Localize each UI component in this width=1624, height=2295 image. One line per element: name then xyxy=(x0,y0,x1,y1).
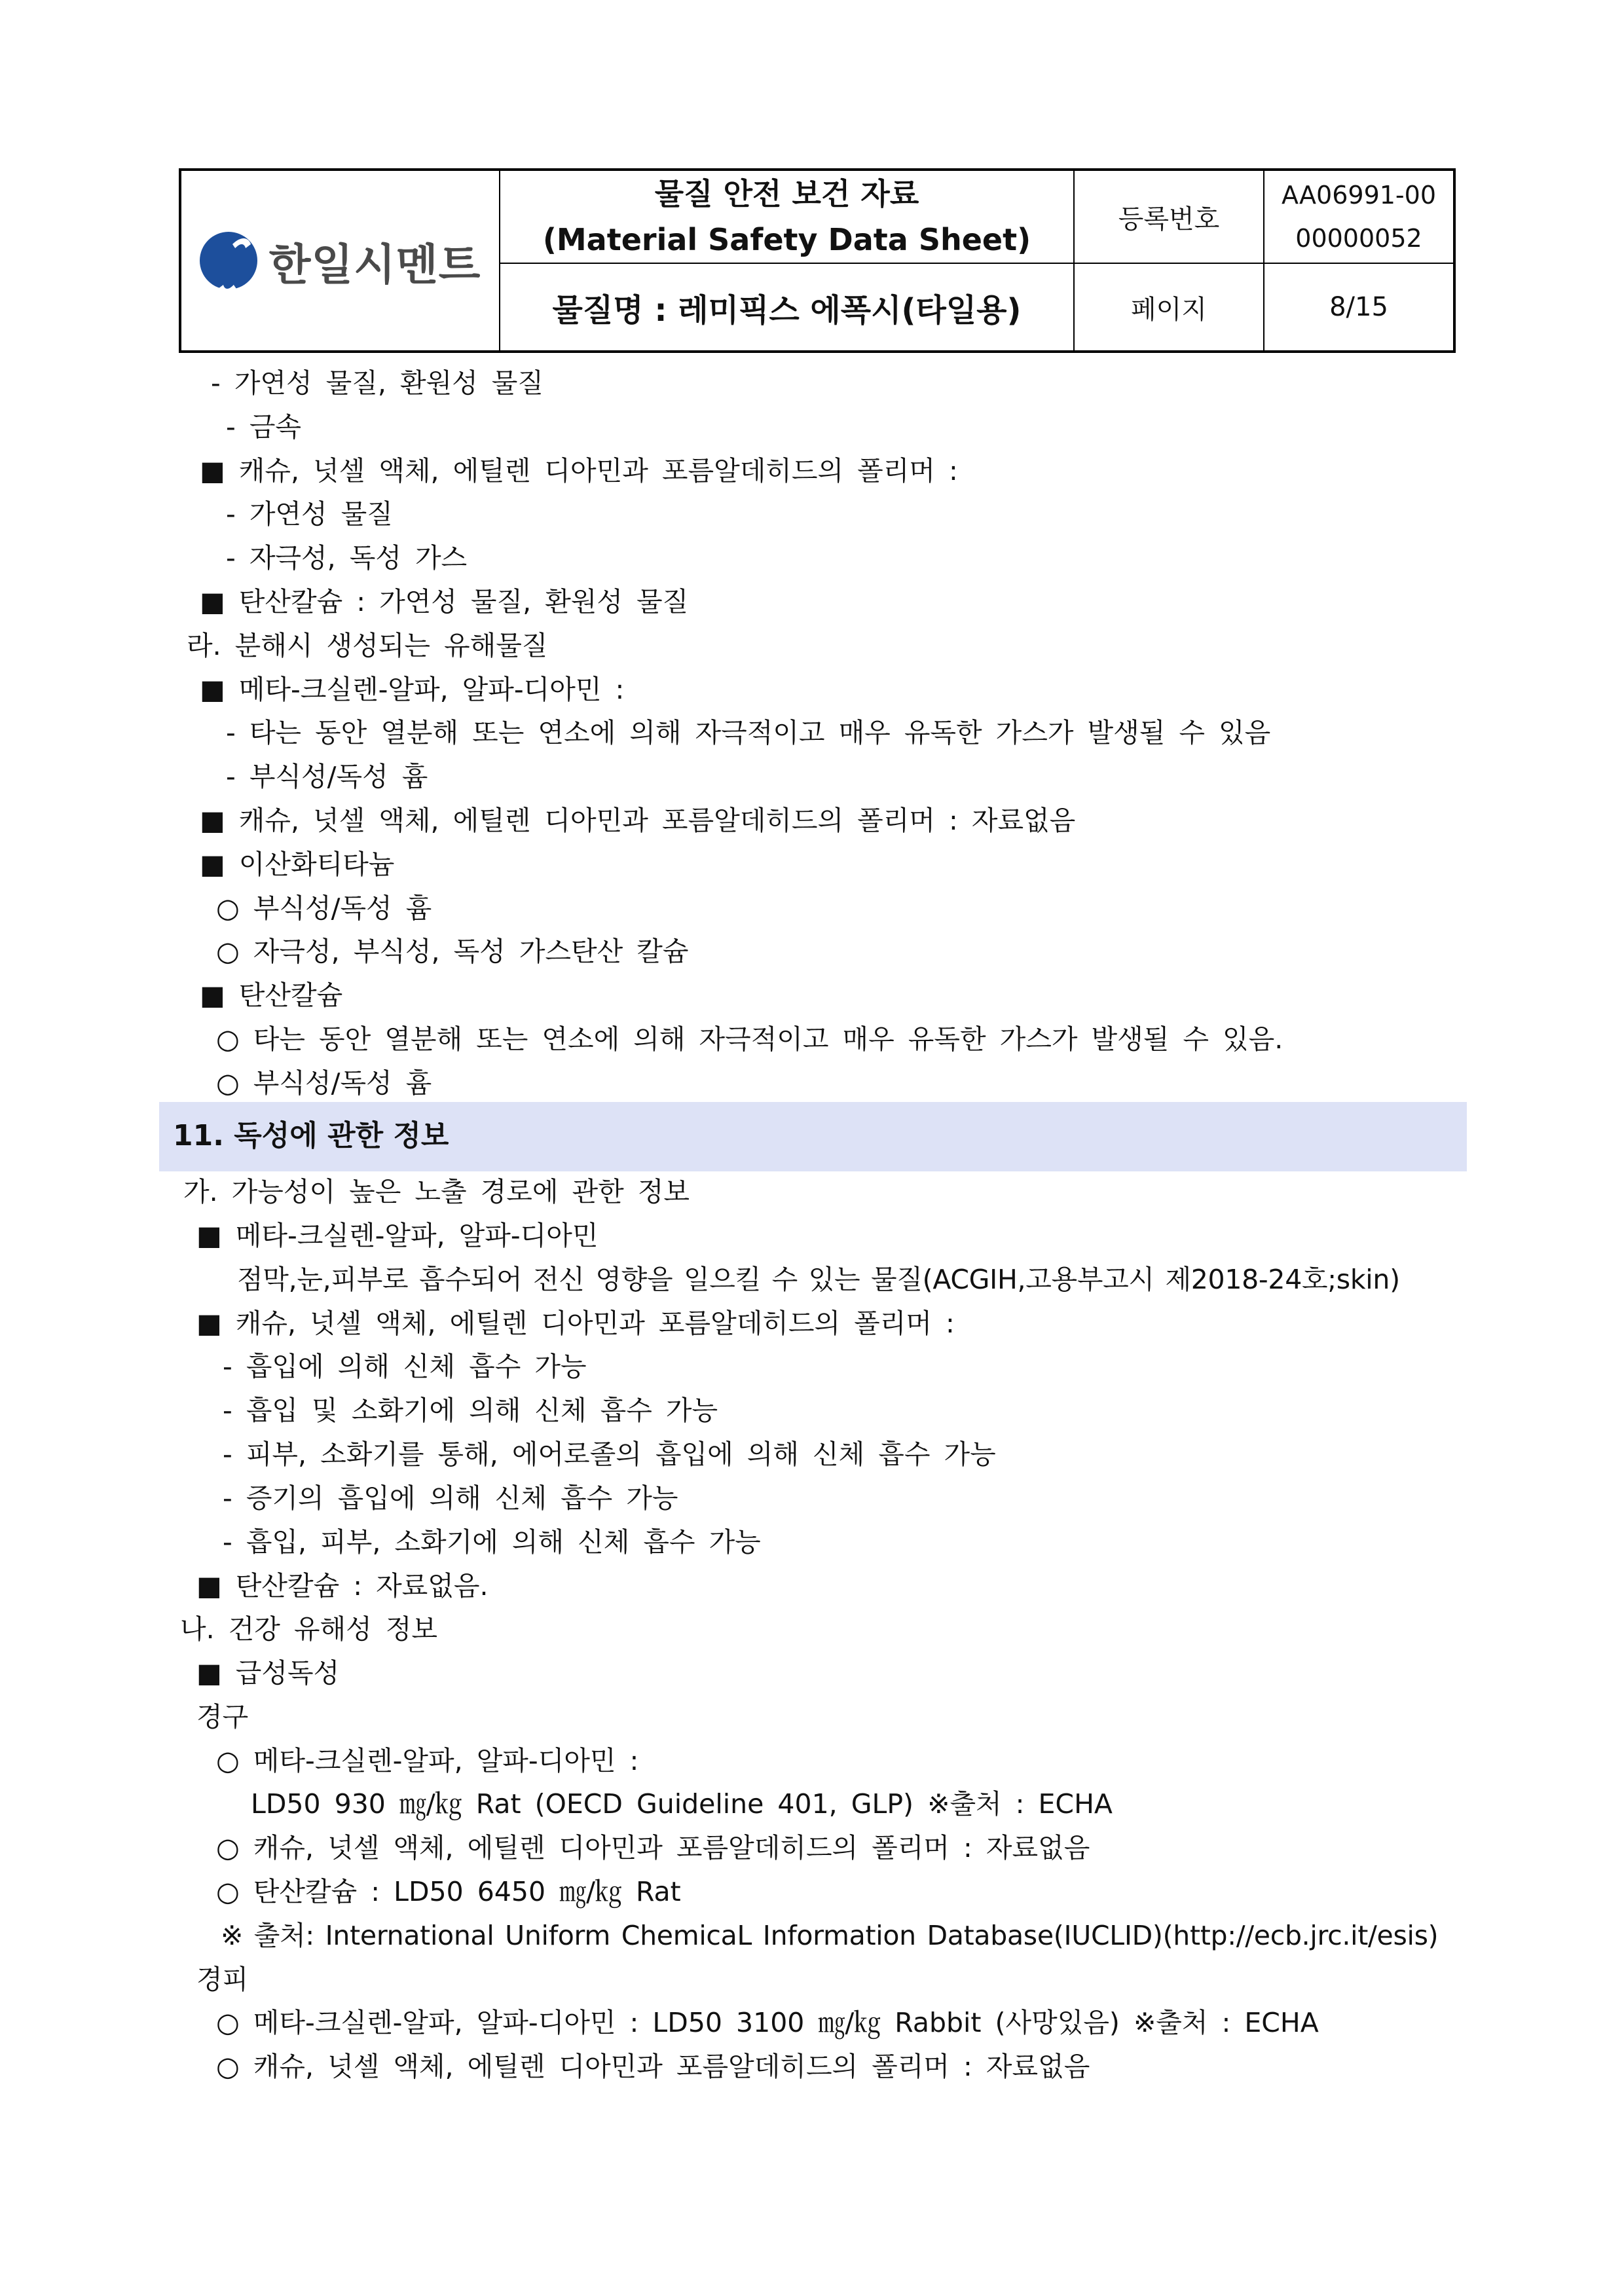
registration-number-line1: AA06991-00 xyxy=(1282,181,1436,210)
company-logo xyxy=(200,230,481,292)
subsection-heading: 나. 건강 유해성 정보 xyxy=(180,1613,437,1645)
text-line: ○ 부식성/독성 흄 xyxy=(216,1067,432,1099)
text-line: ■ 캐슈, 넛셀 액체, 에틸렌 디아민과 포름알데히드의 폴리머 : xyxy=(200,455,958,487)
text-line: ■ 급성독성 xyxy=(196,1657,340,1689)
company-logo-cell xyxy=(181,171,499,350)
text-line: ■ 캐슈, 넛셀 액체, 에틸렌 디아민과 포름알데히드의 폴리머 : 자료없음 xyxy=(200,805,1076,836)
text-line: 점막,눈,피부로 흡수되어 전신 영향을 일으킬 수 있는 물질(ACGIH,고용부고시 제2018-24호;skin) xyxy=(237,1264,1400,1295)
text-line: ■ 메타-크실렌-알파, 알파-디아민 xyxy=(196,1220,599,1251)
company-name: 한일시멘트 xyxy=(268,239,481,290)
text-line: 경구 xyxy=(196,1701,249,1733)
page-label: 페이지 xyxy=(1131,294,1207,325)
text-line: ○ 캐슈, 넛셀 액체, 에틸렌 디아민과 포름알데히드의 폴리머 : 자료없음 xyxy=(216,2051,1090,2082)
text-line: ○ 부식성/독성 흄 xyxy=(216,892,432,924)
text-line: ※ 출처: International Uniform ChemicaL Information Database(IUCLID)(http://ecb.jrc.it/esis) xyxy=(221,1920,1439,1951)
text-line: - 흡입에 의해 신체 흡수 가능 xyxy=(223,1351,587,1382)
text-line: ○ 탄산칼슘 : LD50 6450 ㎎/㎏ Rat xyxy=(216,1876,681,1907)
title-english: (Material Safety Data Sheet) xyxy=(542,222,1031,257)
text-line: ■ 탄산칼슘 xyxy=(200,980,343,1011)
text-line: ■ 캐슈, 넛셀 액체, 에틸렌 디아민과 포름알데히드의 폴리머 : xyxy=(196,1308,955,1339)
document-title xyxy=(500,171,1073,263)
text-line: - 흡입 및 소화기에 의해 신체 흡수 가능 xyxy=(223,1395,718,1426)
text-line: 경피 xyxy=(196,1964,249,1995)
text-line: ■ 이산화티타늄 xyxy=(200,849,395,880)
company-logo-icon xyxy=(200,232,257,289)
document-header xyxy=(179,168,1456,353)
text-line: ■ 메타-크실렌-알파, 알파-디아민 : xyxy=(200,674,625,705)
subsection-heading: 라. 분해시 생성되는 유해물질 xyxy=(187,630,548,661)
section-title: 11. 독성에 관한 정보 xyxy=(173,1119,449,1152)
text-line: ■ 탄산칼슘 : 가연성 물질, 환원성 물질 xyxy=(200,586,689,617)
text-line: - 금속 xyxy=(226,411,302,443)
text-line: - 가연성 물질, 환원성 물질 xyxy=(211,367,544,399)
text-line: ■ 탄산칼슘 : 자료없음. xyxy=(196,1570,489,1602)
title-korean: 물질 안전 보건 자료 xyxy=(654,176,919,211)
text-line: - 피부, 소화기를 통해, 에어로졸의 흡입에 의해 신체 흡수 가능 xyxy=(223,1439,996,1470)
text-line: ○ 자극성, 부식성, 독성 가스탄산 칼슘 xyxy=(216,936,689,967)
text-line: - 부식성/독성 흄 xyxy=(226,761,428,792)
text-line: - 타는 동안 열분해 또는 연소에 의해 자극적이고 매우 유독한 가스가 발생될 수 있음 xyxy=(226,717,1271,748)
text-line: - 증기의 흡입에 의해 신체 흡수 가능 xyxy=(223,1482,678,1514)
registration-label: 등록번호 xyxy=(1118,204,1220,234)
text-line: ○ 메타-크실렌-알파, 알파-디아민 : xyxy=(216,1745,639,1776)
text-line: - 흡입, 피부, 소화기에 의해 신체 흡수 가능 xyxy=(223,1526,761,1558)
text-line: - 자극성, 독성 가스 xyxy=(226,542,468,574)
text-line: - 가연성 물질 xyxy=(226,498,393,530)
registration-number-line2: 00000052 xyxy=(1295,224,1422,253)
subsection-heading: 가. 가능성이 높은 노출 경로에 관한 정보 xyxy=(183,1176,690,1207)
material-name: 물질명 : 레미픽스 에폭시(타일용) xyxy=(552,291,1022,329)
page-number: 8/15 xyxy=(1329,292,1388,322)
text-line: LD50 930 ㎎/㎏ Rat (OECD Guideline 401, GLP) ※출처 : ECHA xyxy=(251,1788,1113,1820)
text-line: ○ 캐슈, 넛셀 액체, 에틸렌 디아민과 포름알데히드의 폴리머 : 자료없음 xyxy=(216,1832,1090,1864)
text-line: ○ 메타-크실렌-알파, 알파-디아민 : LD50 3100 ㎎/㎏ Rabbit (사망있음) ※출처 : ECHA xyxy=(216,2007,1319,2038)
registration-number xyxy=(1264,171,1453,263)
text-line: ○ 타는 동안 열분해 또는 연소에 의해 자극적이고 매우 유독한 가스가 발생될 수 있음. xyxy=(216,1023,1283,1055)
